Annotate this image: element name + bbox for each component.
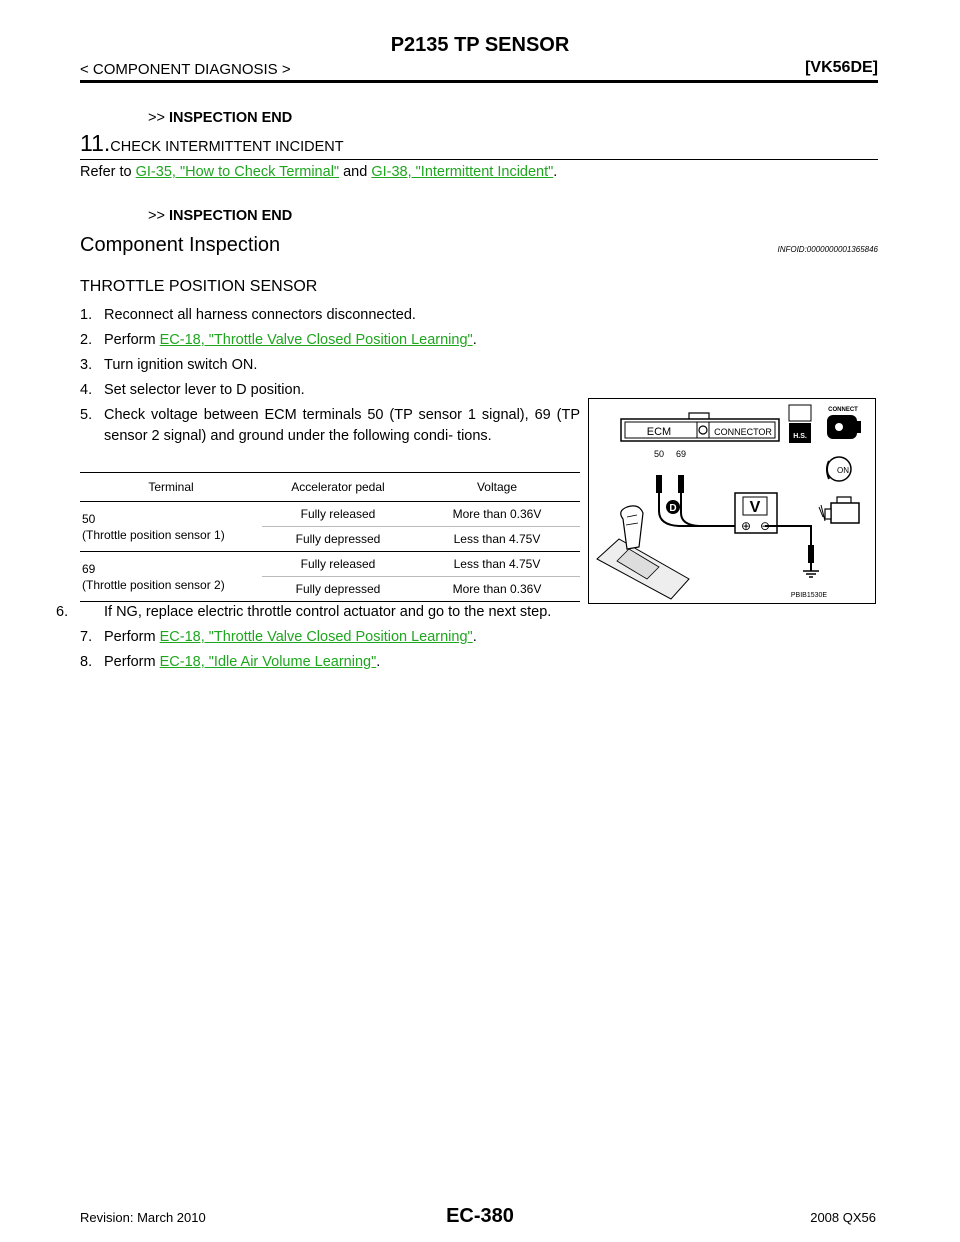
ignition-on-icon [827, 457, 851, 481]
terminal-cell: 69 (Throttle position sensor 2) [80, 552, 262, 602]
pin-69-label: 69 [675, 449, 687, 459]
link-gi-35[interactable]: GI-35, "How to Check Terminal" [135, 164, 340, 180]
svg-text:CONNECT: CONNECT [828, 407, 858, 413]
table-row: 69 (Throttle position sensor 2) Fully released Less than 4.75V [80, 552, 580, 577]
list-item: 3. Turn ignition switch ON. [80, 357, 258, 373]
list-item: 6. If NG, replace electric throttle control actuator and go to the next step. [56, 604, 552, 620]
list-item: 4. Set selector lever to D position. [80, 382, 305, 398]
list-item: 1. Reconnect all harness connectors disconnected. [80, 307, 416, 323]
connect-hs-icon [789, 405, 861, 443]
throttle-position-sensor-heading: THROTTLE POSITION SENSOR [80, 278, 318, 295]
procedure-list-a [80, 305, 580, 447]
step11-heading [80, 130, 344, 157]
table-header-row [80, 473, 580, 502]
step11-reference: Refer to GI-35, "How to Check Terminal" and GI-38, "Intermittent Incident". [80, 164, 558, 180]
list-item: 2. Perform EC-18, "Throttle Valve Closed Position Learning". [80, 332, 477, 348]
list-item: 5. Check voltage between ECM terminals 50 (TP sensor 1 signal), 69 (TP sensor 2 signal) and ground under the following condi- tions. [80, 407, 580, 444]
link-ec-18-throttle[interactable]: EC-18, "Throttle Valve Closed Position Learning" [159, 332, 473, 348]
list-item: 7. Perform EC-18, "Throttle Valve Closed Position Learning". [80, 629, 477, 645]
table-row: Fully depressed Less than 4.75V [80, 527, 580, 552]
header-voltage: Voltage [414, 473, 580, 502]
table-row: Fully depressed More than 0.36V [80, 577, 580, 602]
svg-text:V: V [749, 499, 761, 516]
step11-title: CHECK INTERMITTENT INCIDENT [110, 139, 344, 155]
header-accelerator-pedal: Accelerator pedal [262, 473, 414, 502]
link-ec-18-idle-air[interactable]: EC-18, "Idle Air Volume Learning" [159, 654, 377, 670]
inspection-end-label: INSPECTION END [168, 208, 293, 224]
svg-text:⊖: ⊖ [759, 519, 771, 533]
footer-model: 2008 QX56 [810, 1210, 876, 1225]
pin-50-label: 50 [653, 449, 665, 459]
engine-label: [VK56DE] [805, 59, 878, 76]
footer-page-number: EC-380 [446, 1205, 514, 1227]
page-title: P2135 TP SENSOR [390, 34, 570, 56]
footer-revision: Revision: March 2010 [80, 1210, 206, 1225]
link-ec-18-throttle[interactable]: EC-18, "Throttle Valve Closed Position Learning" [159, 629, 473, 645]
probe-50 [656, 475, 662, 493]
svg-text:⊕: ⊕ [740, 519, 752, 533]
terminal-cell: 50 (Throttle position sensor 1) [80, 502, 262, 552]
section-label: < COMPONENT DIAGNOSIS > [80, 61, 291, 78]
step11-result: >> INSPECTION END [148, 208, 293, 224]
table-row: 50 (Throttle position sensor 1) Fully released More than 0.36V [80, 502, 580, 527]
header-terminal: Terminal [80, 473, 262, 502]
connector-label: CONNECTOR [714, 427, 772, 437]
svg-text:ON: ON [837, 466, 849, 475]
voltage-spec-table [80, 472, 580, 602]
wiring-diagram-svg [589, 399, 875, 603]
ecm-label: ECM [646, 426, 672, 438]
probe-69 [678, 475, 684, 493]
step10-result: >> INSPECTION END [148, 110, 293, 126]
svg-text:D: D [669, 503, 677, 514]
link-gi-38[interactable]: GI-38, "Intermittent Incident" [371, 164, 554, 180]
header-rule [80, 80, 878, 83]
procedure-list-b [56, 602, 580, 673]
component-inspection-heading: Component Inspection [80, 234, 281, 256]
step11-number: 11. [80, 130, 111, 156]
inspection-end-label: INSPECTION END [168, 110, 293, 126]
list-item: 8. Perform EC-18, "Idle Air Volume Learning". [80, 654, 381, 670]
step11-rule [80, 159, 878, 160]
engine-icon [819, 497, 859, 523]
wiring-diagram-figure [588, 398, 876, 604]
info-id: INFOID:0000000001365846 [777, 245, 878, 254]
svg-text:H.S.: H.S. [793, 433, 807, 440]
figure-code: PBIB1530E [790, 592, 828, 599]
